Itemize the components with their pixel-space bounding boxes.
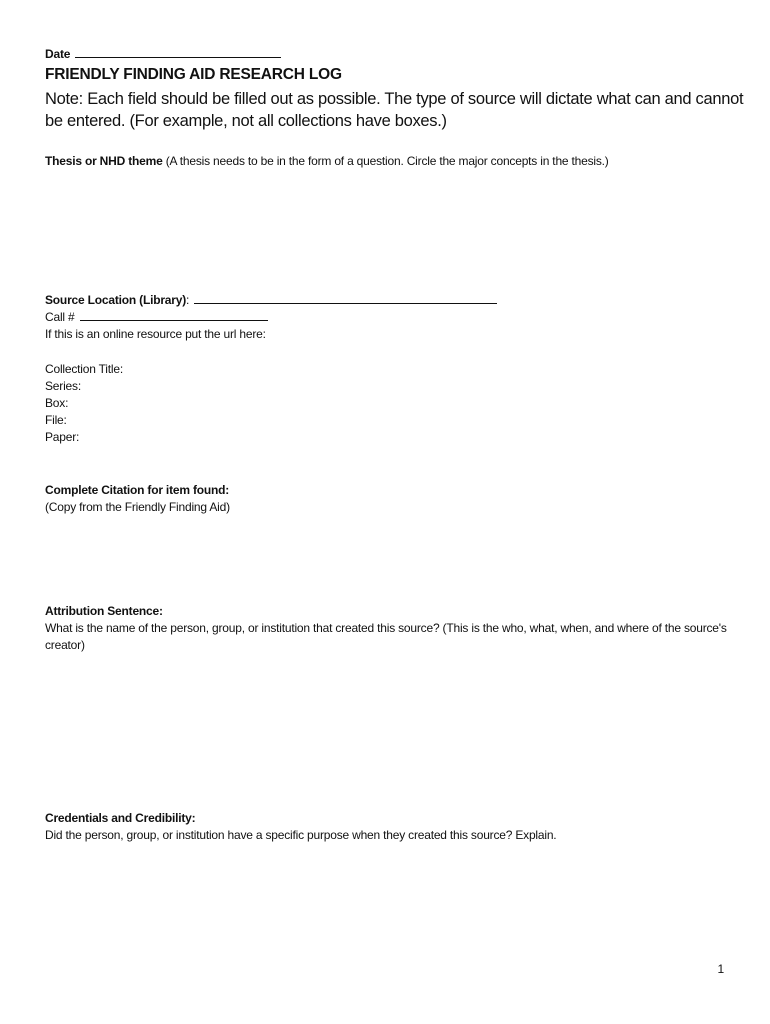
citation-label: Complete Citation for item found: (45, 483, 230, 497)
credentials-question: Did the person, group, or institution have a specific purpose when they created this source? Explain. (45, 828, 557, 842)
date-blank[interactable] (75, 46, 281, 58)
instruction-note: Note: Each field should be filled out as possible. The type of source will dictate what can and cannot be entered. (For example, not all collections have boxes.) (45, 90, 744, 130)
collection-title-label: Collection Title: (45, 362, 123, 376)
date-row (45, 46, 281, 63)
call-number-blank[interactable] (80, 309, 268, 321)
thesis-label: Thesis or NHD theme (45, 154, 163, 168)
thesis-instruction: (A thesis needs to be in the form of a question. Circle the major concepts in the thesis.) (162, 154, 609, 168)
page-number: 1 (717, 962, 724, 976)
credentials-label: Credentials and Credibility: (45, 811, 196, 825)
call-number-label: Call # (45, 310, 75, 324)
source-location-label: Source Location (Library) (45, 293, 187, 307)
date-label: Date (45, 47, 71, 61)
paper-label: Paper: (45, 430, 80, 444)
url-label: If this is an online resource put the url here: (45, 327, 266, 341)
page-title: FRIENDLY FINDING AID RESEARCH LOG (45, 66, 342, 83)
thesis-row (45, 153, 609, 170)
source-location-blank[interactable] (194, 292, 497, 304)
source-location-colon: : (186, 293, 190, 307)
box-label: Box: (45, 396, 69, 410)
call-number-row (45, 309, 268, 326)
source-location-row (45, 292, 497, 309)
attribution-question: What is the name of the person, group, or institution that created this source? (This is the who, what, when, and where of the source's creator) (45, 621, 727, 652)
citation-instruction: (Copy from the Friendly Finding Aid) (45, 500, 230, 514)
file-label: File: (45, 413, 67, 427)
attribution-label: Attribution Sentence: (45, 604, 163, 618)
series-label: Series: (45, 379, 81, 393)
